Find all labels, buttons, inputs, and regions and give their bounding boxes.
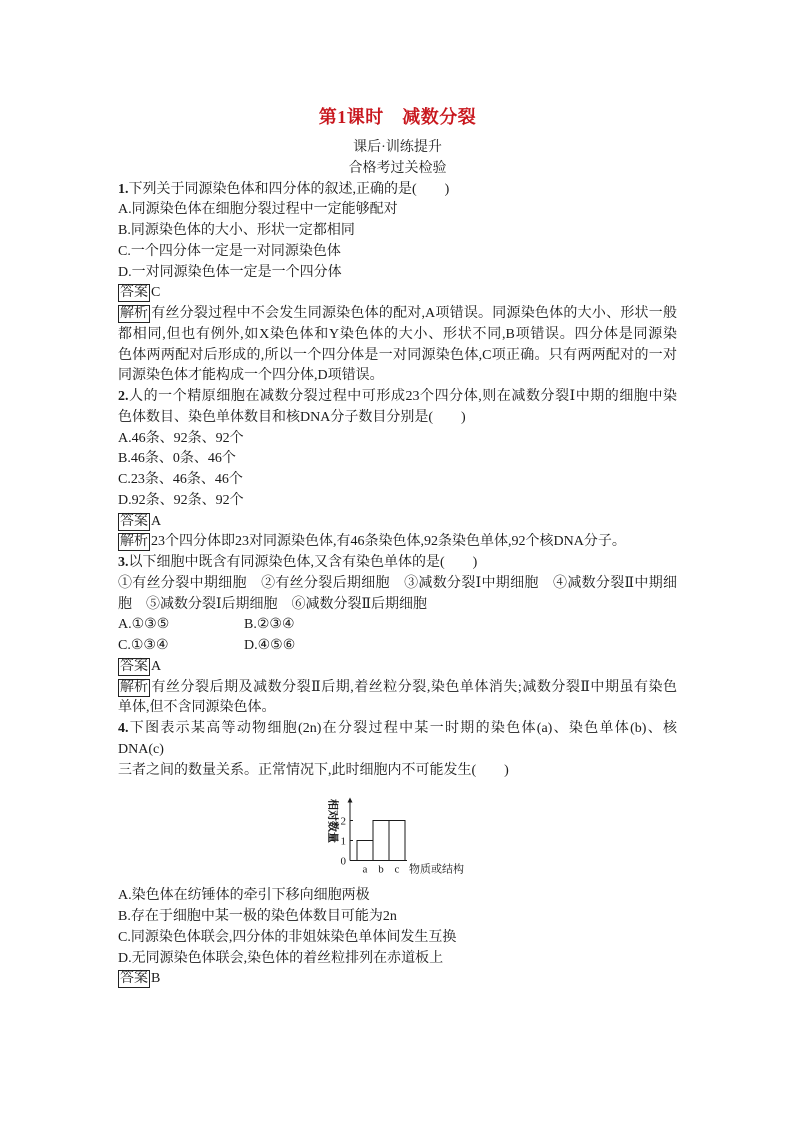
option-a: A.染色体在纺锤体的牵引下移向细胞两极 xyxy=(118,888,370,904)
question-stem xyxy=(118,553,677,574)
option-d: D.92条、92条、92个 xyxy=(118,492,244,508)
answer-row xyxy=(118,657,677,678)
answer-value: A xyxy=(151,658,162,674)
option-c: C.同源染色体联会,四分体的非姐妹染色单体间发生互换 xyxy=(118,929,457,945)
analysis-line: 色体两两配对后形成的,所以一个四分体是一对同源染色体,C项正确。只有两两配对的一对 xyxy=(118,347,677,363)
bar-chart xyxy=(118,781,677,886)
bar-a xyxy=(357,841,373,861)
answer-row xyxy=(118,969,677,990)
analysis-line xyxy=(118,304,677,325)
answer-row xyxy=(118,283,677,304)
analysis-label: 解析 xyxy=(120,534,148,550)
bar-c xyxy=(389,821,405,861)
question-stem-continued: 三者之间的数量关系。正常情况下,此时细胞内不可能发生( ) xyxy=(118,762,509,778)
analysis-text: 有丝分裂后期及减数分裂Ⅱ后期,着丝粒分裂,染色单体消失;减数分裂Ⅱ中期虽有染色 xyxy=(151,679,677,695)
analysis-line xyxy=(118,678,677,699)
question-3 xyxy=(118,553,677,719)
x-axis-label: 物质或结构 xyxy=(409,863,464,876)
x-tick-label-a: a xyxy=(362,863,368,876)
option-b: B.②③④ xyxy=(244,617,295,633)
x-tick-label-c: c xyxy=(394,863,400,876)
option-a: A.46条、92条、92个 xyxy=(118,430,244,446)
answer-label: 答案 xyxy=(120,971,148,987)
answer-value: C xyxy=(151,285,161,301)
option-d: D.一对同源染色体一定是一个四分体 xyxy=(118,264,342,280)
answer-value: A xyxy=(151,513,162,529)
statement-list: ①有丝分裂中期细胞 ②有丝分裂后期细胞 ③减数分裂Ⅰ中期细胞 ④减数分裂Ⅱ中期细 xyxy=(118,575,677,591)
y-axis-label: 相对数量 xyxy=(326,799,339,844)
question-number: 3. xyxy=(118,555,129,570)
question-2 xyxy=(118,387,677,553)
option-a: A.①③⑤ xyxy=(118,617,170,633)
option-row xyxy=(118,636,677,657)
question-stem xyxy=(118,180,677,201)
option-row xyxy=(118,615,677,636)
option-b: B.存在于细胞中某一极的染色体数目可能为2n xyxy=(118,909,397,924)
question-stem-continued: 色体数目、染色单体数目和核DNA分子数目分别是( ) xyxy=(118,409,466,425)
answer-label: 答案 xyxy=(120,513,148,529)
question-stem-text: 人的一个精原细胞在减数分裂过程中可形成23个四分体,则在减数分裂Ⅰ中期的细胞中染 xyxy=(128,389,677,404)
analysis-line: 同源染色体才能构成一个四分体,D项错误。 xyxy=(118,368,384,384)
option-c: C.一个四分体一定是一对同源染色体 xyxy=(118,243,341,259)
question-number: 2. xyxy=(118,389,129,404)
option-c: C.23条、46条、46个 xyxy=(118,472,243,487)
x-tick-label-b: b xyxy=(378,863,384,876)
section-heading: 合格考过关检验 xyxy=(348,160,447,176)
analysis-text: 23个四分体即23对同源染色体,有46条染色体,92条染色单体,92个核DNA分子。 xyxy=(151,534,626,550)
answer-row xyxy=(118,512,677,533)
page-subtitle: 课后·训练提升 xyxy=(353,140,442,155)
question-4 xyxy=(118,719,677,990)
question-1 xyxy=(118,180,677,388)
y-tick-label-2: 2 xyxy=(340,815,346,828)
option-c: C.①③④ xyxy=(118,638,169,653)
analysis-line xyxy=(118,532,677,553)
analysis-line: 都相同,但也有例外,如X染色体和Y染色体的大小、形状不同,B项错误。四分体是同源染 xyxy=(118,326,677,342)
document-content xyxy=(118,105,677,990)
page-title: 第1课时 减数分裂 xyxy=(318,107,477,127)
option-a: A.同源染色体在细胞分裂过程中一定能够配对 xyxy=(118,202,398,218)
question-number: 1. xyxy=(118,181,129,197)
analysis-text: 有丝分裂过程中不会发生同源染色体的配对,A项错误。同源染色体的大小、形状一般 xyxy=(151,306,677,321)
question-stem xyxy=(118,387,677,408)
y-axis-arrow xyxy=(348,798,353,803)
analysis-label: 解析 xyxy=(120,679,148,695)
answer-label: 答案 xyxy=(120,658,148,674)
question-number: 4. xyxy=(118,721,129,736)
bar-chart-svg xyxy=(322,781,482,886)
answer-value: B xyxy=(151,971,161,987)
answer-label: 答案 xyxy=(120,285,148,301)
statement-list-continued: 胞 ⑤减数分裂Ⅰ后期细胞 ⑥减数分裂Ⅱ后期细胞 xyxy=(118,596,428,612)
option-b: B.同源染色体的大小、形状一定都相同 xyxy=(118,223,355,238)
question-stem-text: 下列关于同源染色体和四分体的叙述,正确的是( ) xyxy=(128,181,450,197)
analysis-line: 单体,但不含同源染色体。 xyxy=(118,700,276,716)
option-d: D.无同源染色体联会,染色体的着丝粒排列在赤道板上 xyxy=(118,950,444,966)
y-tick-label-0: 0 xyxy=(340,855,346,868)
question-stem xyxy=(118,719,677,761)
option-b: B.46条、0条、46个 xyxy=(118,451,236,467)
question-stem-text: 以下细胞中既含有同源染色体,又含有染色单体的是( ) xyxy=(128,555,478,570)
bar-b xyxy=(373,821,389,861)
analysis-label: 解析 xyxy=(120,306,148,321)
y-tick-label-1: 1 xyxy=(340,835,346,848)
question-stem-text: 下图表示某高等动物细胞(2n)在分裂过程中某一时期的染色体(a)、染色单体(b)、核DNA(c) xyxy=(118,721,677,757)
option-d: D.④⑤⑥ xyxy=(244,638,296,653)
